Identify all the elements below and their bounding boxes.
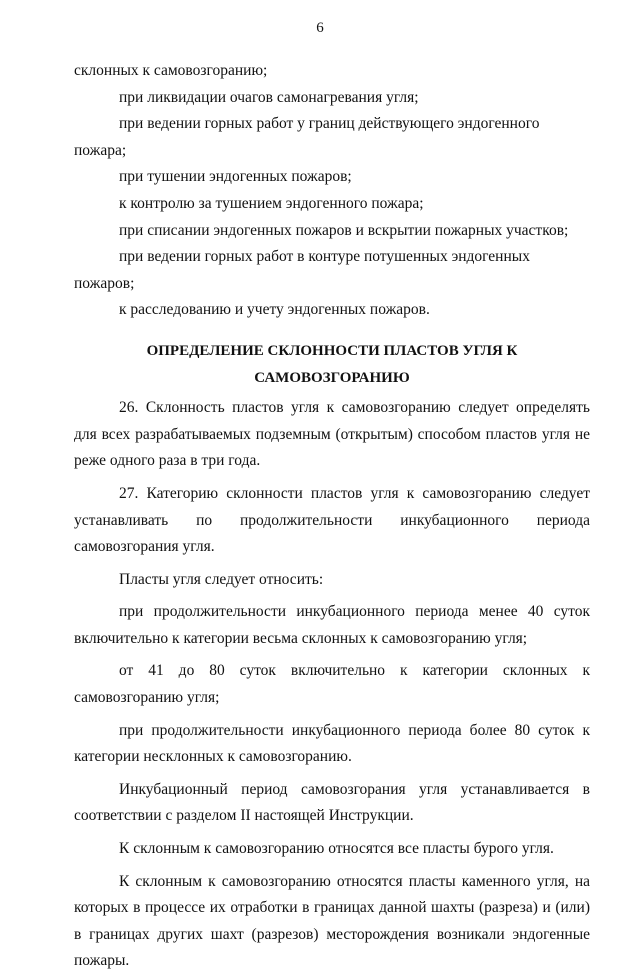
paragraph: от 41 до 80 суток включительно к категории склонных к самовозгоранию угля;: [74, 662, 590, 707]
section-heading: ОПРЕДЕЛЕНИЕ СКЛОННОСТИ ПЛАСТОВ УГЛЯ К САМОВОЗГОРАНИЮ: [146, 342, 518, 386]
clause-26: 26. Склонность пластов угля к самовозгоранию следует определять для всех разрабатываемых подземным (открытым) способом пластов угля не реже одного раза в три года.: [74, 399, 590, 470]
paragraph: К склонным к самовозгоранию относятся пласты каменного угля, на которых в процессе их отработки в границах данной шахты (разреза) и (или) в границах других шахт (разрезов) месторождения возникали эндогенные пожары.: [74, 872, 590, 970]
list-item: при ведении горных работ у границ действующего эндогенного пожара;: [74, 115, 540, 159]
list-item: при ликвидации очагов самонагревания угля;: [119, 88, 419, 106]
paragraph: при продолжительности инкубационного периода менее 40 суток включительно к категории весьма склонных к самовозгоранию угля;: [74, 603, 590, 647]
paragraph: К склонным к самовозгоранию относятся все пласты бурого угля.: [119, 840, 554, 858]
paragraph: при продолжительности инкубационного периода более 80 суток к категории несклонных к самовозгоранию.: [74, 721, 590, 766]
list-continuation: склонных к самовозгоранию;: [74, 62, 268, 79]
clause-27: 27. Категорию склонности пластов угля к самовозгоранию следует устанавливать по продолжительности инкубационного периода самовозгорания угля.: [74, 484, 590, 556]
page-number: 6: [316, 20, 324, 36]
paragraph: Инкубационный период самовозгорания угля устанавливается в соответствии с разделом II настоящей Инструкции.: [74, 780, 590, 825]
paragraph: Пласты угля следует относить:: [119, 570, 324, 588]
list-item: при ведении горных работ в контуре потушенных эндогенных пожаров;: [74, 248, 530, 292]
page-content: [74, 58, 590, 975]
list-item: к расследованию и учету эндогенных пожаров.: [119, 301, 430, 319]
list-item: при списании эндогенных пожаров и вскрытии пожарных участков;: [119, 221, 569, 239]
list-item: к контролю за тушением эндогенного пожара;: [119, 194, 424, 212]
list-item: при тушении эндогенных пожаров;: [119, 168, 352, 186]
